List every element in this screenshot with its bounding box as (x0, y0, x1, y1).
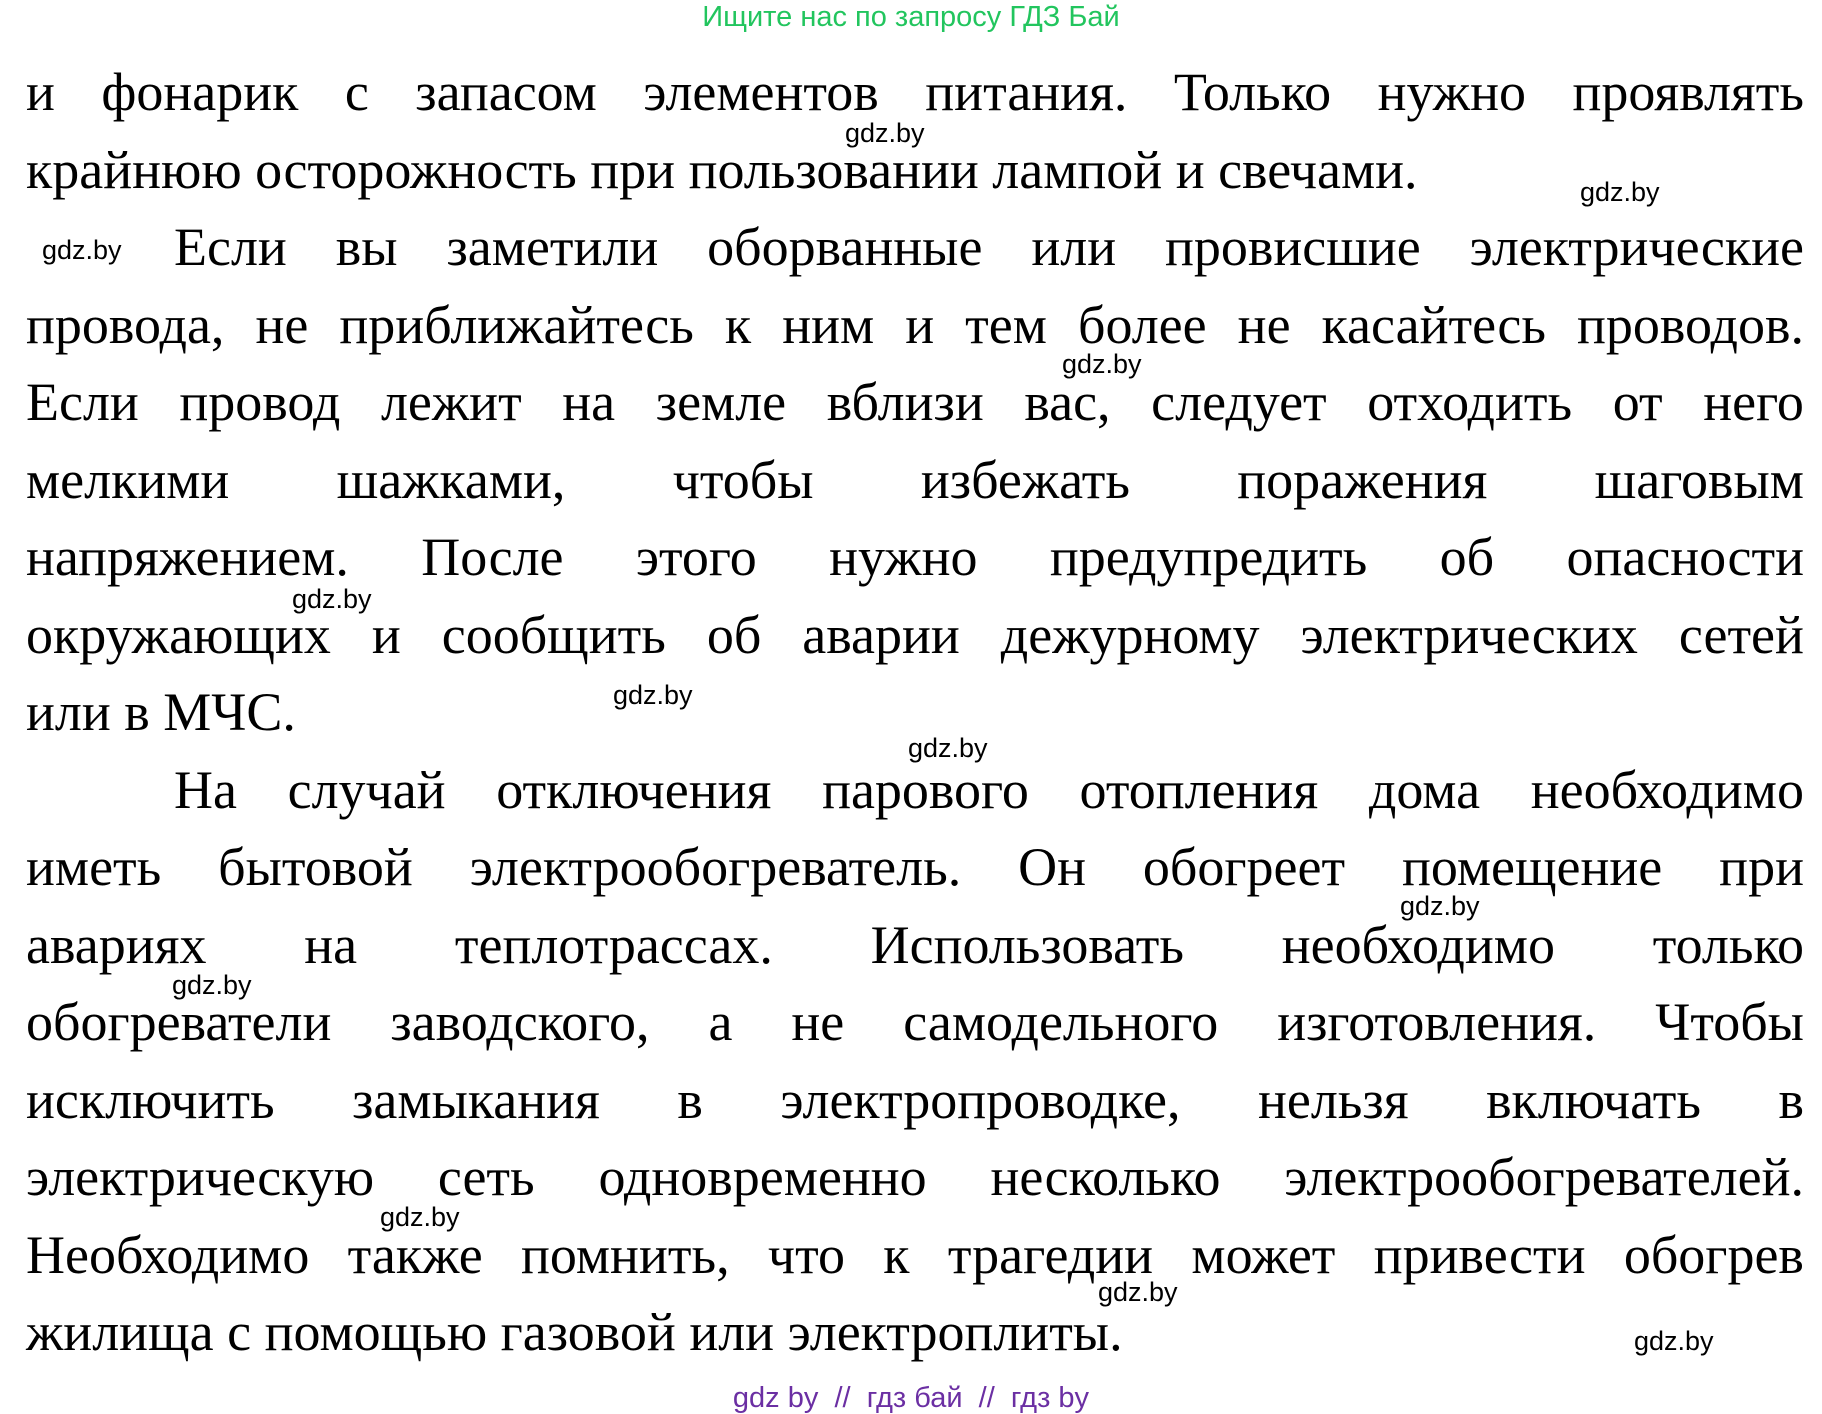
word: шажками, (336, 449, 566, 510)
word: касайтесь (1321, 294, 1546, 355)
word: провода, (26, 294, 225, 355)
word: только (1652, 914, 1804, 975)
word: На (174, 759, 237, 820)
word: иметь (26, 837, 162, 897)
word: Необходимо (26, 1224, 310, 1285)
word: также (347, 1224, 483, 1285)
word: об (706, 604, 762, 665)
word: дежурному (1000, 604, 1260, 665)
word: провисшие (1165, 217, 1421, 277)
word: отключения (496, 759, 772, 820)
word: мелкими (26, 449, 230, 510)
word: от (1612, 372, 1663, 432)
word: отходить (1367, 372, 1573, 432)
word: случай (287, 759, 446, 820)
word: в (1778, 1069, 1804, 1130)
word: сеть (437, 1147, 535, 1207)
word: заводского, (390, 992, 650, 1052)
word: электропроводке, (780, 1069, 1181, 1130)
word: и (371, 604, 401, 665)
word: при (1719, 837, 1804, 897)
word: одновременно (598, 1147, 927, 1207)
text-line (26, 1139, 1804, 1217)
word: оборванные (707, 217, 983, 277)
word: Если (174, 217, 287, 277)
word: тем (965, 294, 1047, 355)
watermark: gdz.by (292, 584, 372, 614)
word: чтобы (672, 449, 814, 510)
word: нужно (829, 527, 978, 587)
footer-links: gdz by // гдз бай // гдз by (732, 1382, 1090, 1414)
word: опасности (1566, 527, 1804, 587)
text-line (26, 287, 1804, 365)
word: напряжением. (26, 527, 349, 587)
word: несколько (990, 1147, 1221, 1207)
watermark: gdz.by (1580, 177, 1660, 207)
watermark: gdz.by (613, 680, 693, 710)
search-hint-banner: Ищите нас по запросу ГДЗ Бай (702, 1, 1120, 33)
word: заметили (446, 217, 659, 277)
word: на (562, 372, 616, 432)
word: что (767, 1224, 845, 1285)
text-line: жилища с помощью газовой или электроплиты. (26, 1302, 1123, 1362)
word: парового (822, 759, 1029, 820)
text-line (26, 829, 1804, 907)
word: необходимо (1281, 914, 1555, 975)
word: об (1439, 527, 1495, 587)
word: обогреет (1142, 837, 1346, 897)
word: запасом (415, 62, 597, 122)
word: не (255, 294, 309, 355)
word: фонарик (101, 62, 299, 122)
text-line (26, 1217, 1804, 1295)
word: отопления (1079, 759, 1319, 820)
word: приближайтесь (339, 294, 694, 355)
watermark: gdz.by (1400, 891, 1480, 921)
text-line: или в МЧС. (26, 682, 296, 742)
word: Использовать (870, 914, 1184, 975)
word: не (791, 992, 845, 1052)
word: помещение (1401, 837, 1663, 897)
word: электрических (1300, 604, 1638, 665)
word: земле (655, 372, 787, 432)
watermark: gdz.by (908, 733, 988, 763)
word: или (1031, 217, 1117, 277)
word: авариях (26, 914, 207, 975)
word: и (905, 294, 935, 355)
text-line: крайнюю осторожность при пользовании лампой и свечами. (26, 139, 1418, 200)
word: Только (1173, 62, 1332, 122)
word: вы (335, 217, 398, 277)
word: ним (782, 294, 875, 355)
text-line (26, 442, 1804, 520)
word: а (708, 992, 733, 1052)
text-line (26, 1062, 1804, 1140)
watermark: gdz.by (1062, 349, 1142, 379)
word: изготовления. (1277, 992, 1597, 1052)
word: провод (179, 372, 341, 432)
word: к (724, 294, 752, 355)
text-line (26, 209, 1804, 287)
word: шаговым (1594, 449, 1804, 510)
word: избежать (920, 449, 1130, 510)
word: нельзя (1257, 1069, 1409, 1130)
word: лежит (380, 372, 522, 432)
word: бытовой (218, 837, 413, 897)
text-line (26, 752, 1804, 830)
word: электрические (1469, 217, 1804, 277)
word: обогрев (1623, 1224, 1804, 1285)
word: поражения (1237, 449, 1488, 510)
textbook-page (26, 54, 1804, 1372)
word: элементов (643, 62, 879, 122)
word: аварии (802, 604, 960, 665)
text-line (26, 907, 1804, 985)
watermark: gdz.by (845, 118, 925, 148)
word: Чтобы (1655, 992, 1804, 1052)
word: электрообогреватель. (469, 837, 962, 897)
word: включать (1486, 1069, 1701, 1130)
word: окружающих (26, 604, 331, 665)
watermark: gdz.by (380, 1202, 460, 1232)
word: самодельного (903, 992, 1219, 1052)
word: трагедии (947, 1224, 1154, 1285)
word: питания. (925, 62, 1128, 122)
word: теплотрассах. (454, 914, 773, 975)
watermark: gdz.by (1634, 1326, 1714, 1356)
word: Он (1018, 837, 1086, 897)
word: замыкания (352, 1069, 600, 1130)
word: сетей (1678, 604, 1804, 665)
word: этого (635, 527, 757, 587)
word: помнить, (521, 1224, 730, 1285)
watermark: gdz.by (172, 970, 252, 1000)
word: После (421, 527, 564, 587)
word: предупредить (1049, 527, 1368, 587)
word: обогреватели (26, 992, 332, 1052)
word: следует (1151, 372, 1327, 432)
text-line (26, 984, 1804, 1062)
word: проявлять (1572, 62, 1804, 122)
word: в (677, 1069, 703, 1130)
word: привести (1373, 1224, 1586, 1285)
word: вас, (1024, 372, 1111, 432)
word: необходимо (1530, 759, 1804, 820)
word: сообщить (441, 604, 666, 665)
word: дома (1368, 759, 1481, 820)
word: на (304, 914, 358, 975)
word: исключить (26, 1069, 275, 1130)
word: него (1703, 372, 1804, 432)
word: к (883, 1224, 910, 1285)
word: Если (26, 372, 139, 432)
watermark: gdz.by (1098, 1277, 1178, 1307)
word: электрообогревателей. (1284, 1147, 1804, 1207)
word: вблизи (826, 372, 984, 432)
word: проводов. (1577, 294, 1804, 355)
word: с (344, 62, 369, 122)
word: и (26, 62, 55, 122)
word: более (1077, 294, 1207, 355)
word: может (1191, 1224, 1336, 1285)
word: не (1237, 294, 1291, 355)
text-line (26, 364, 1804, 442)
watermark: gdz.by (42, 235, 122, 265)
word: электрическую (26, 1147, 375, 1207)
word: нужно (1377, 62, 1527, 122)
